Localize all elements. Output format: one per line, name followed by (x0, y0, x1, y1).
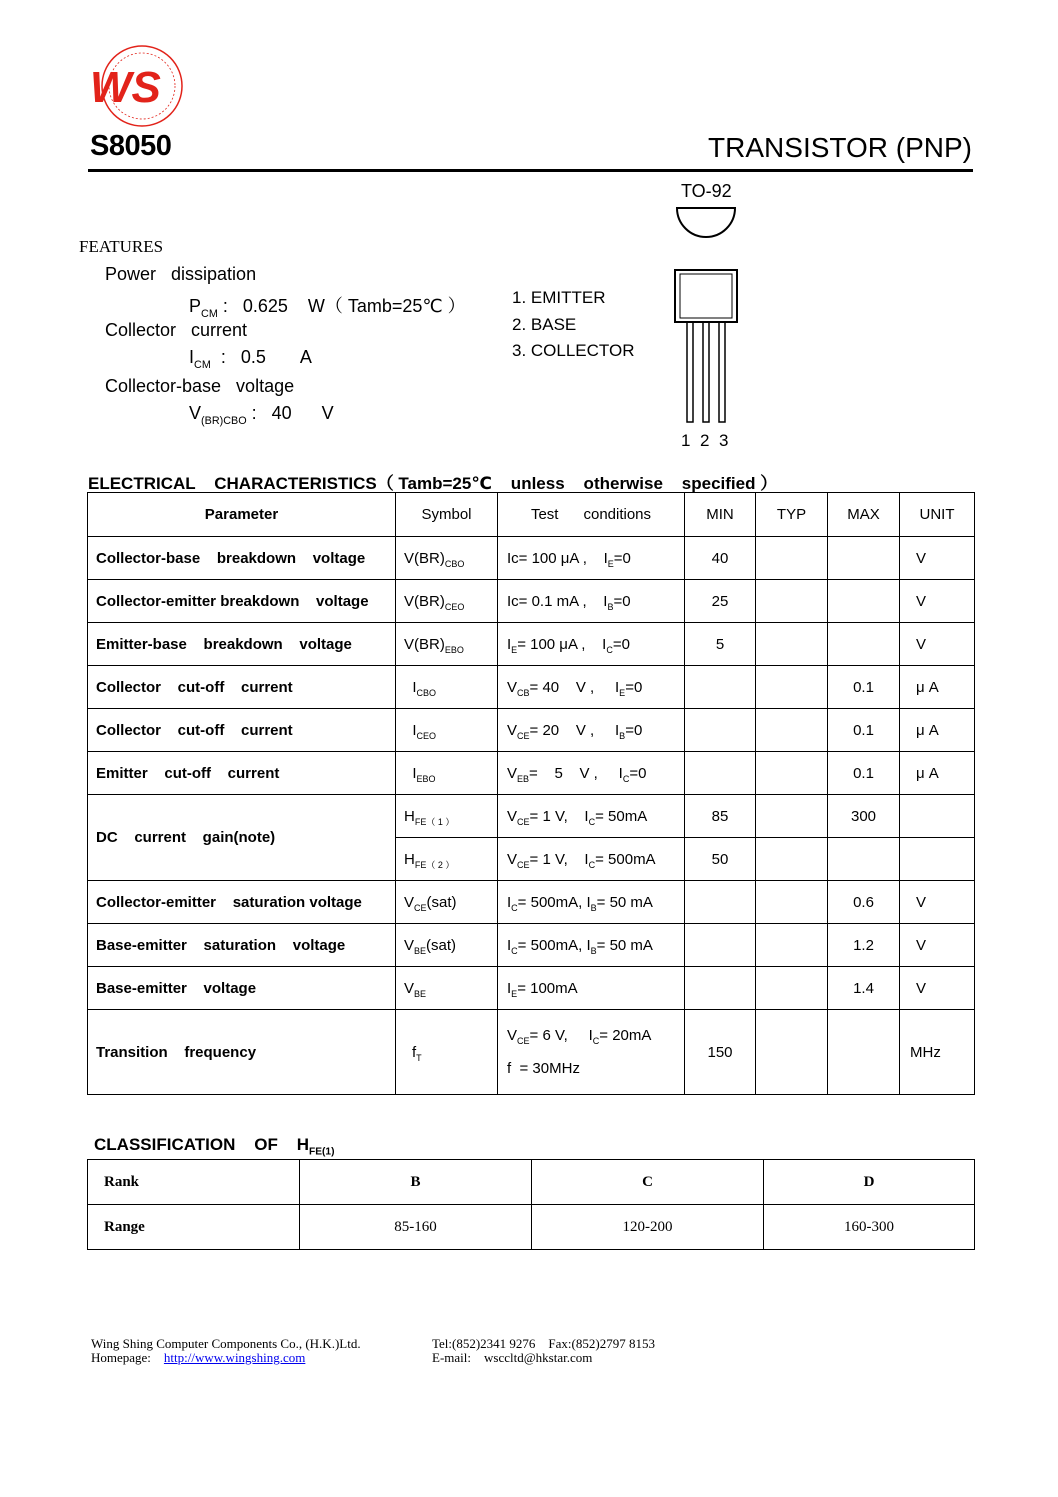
min-cell (685, 967, 756, 1010)
header-divider (88, 169, 973, 172)
symbol-cell: $I_{CBO}$ (396, 666, 498, 709)
min-cell: 50 (685, 838, 756, 881)
max-cell (828, 838, 900, 881)
param-cell: Collector cut-off current (88, 666, 396, 709)
max-cell: 0.1 (828, 666, 900, 709)
unit-cell: μ A (900, 709, 975, 752)
param-cell: Emitter cut-off current (88, 752, 396, 795)
feature-voltage-label: Collector-base voltage (105, 376, 295, 396)
unit-cell: V (900, 623, 975, 666)
header-min: MIN (685, 493, 756, 537)
symbol-cell: $f_T$ (396, 1010, 498, 1095)
max-cell: 1.2 (828, 924, 900, 967)
electrical-characteristics-title: ELECTRICAL CHARACTERISTICS（ Tamb=25℃ unless otherwise specified ） (88, 474, 778, 493)
symbol-cell: $H_{FE( 2 )}$ (396, 838, 498, 881)
footer-homepage: Homepage: http://www.wingshing.com (91, 1350, 306, 1365)
symbol-cell: $V_{BE}(sat)$ (396, 924, 498, 967)
condition-cell: Ic= 0.1 mA , $I_B=0$ (498, 580, 685, 623)
pin-number-2: 2 (700, 431, 710, 450)
max-cell: 1.4 (828, 967, 900, 1010)
pin-label-base: 2. BASE (512, 315, 577, 334)
param-cell: Collector cut-off current (88, 709, 396, 752)
symbol-cell: $V(BR)_{CEO}$ (396, 580, 498, 623)
part-number: S8050 (90, 130, 172, 162)
table-row (88, 623, 975, 666)
condition-cell: $I_C= 500mA$, $I_B= 50$ mA (498, 881, 685, 924)
max-cell: 300 (828, 795, 900, 838)
unit-cell: MHz (900, 1010, 975, 1095)
classification-title: CLASSIFICATION OF $H_{FE(1)}$ (94, 1135, 335, 1158)
typ-cell (756, 752, 828, 795)
min-cell (685, 666, 756, 709)
condition-cell: $V_{CE}= 1$ V, $I_C= 50mA$ (498, 795, 685, 838)
typ-cell (756, 1010, 828, 1095)
max-cell (828, 1010, 900, 1095)
rank-row (88, 1160, 975, 1205)
param-cell: Base-emitter voltage (88, 967, 396, 1010)
param-cell: Emitter-base breakdown voltage (88, 623, 396, 666)
condition-cell: $I_C= 500mA$, $I_B= 50$ mA (498, 924, 685, 967)
unit-cell: V (900, 967, 975, 1010)
max-cell: 0.1 (828, 709, 900, 752)
min-cell: 85 (685, 795, 756, 838)
email-address[interactable]: wsccltd@hkstar.com (484, 1350, 593, 1365)
param-cell: Transition frequency (88, 1010, 396, 1095)
max-cell: 0.1 (828, 752, 900, 795)
max-cell (828, 623, 900, 666)
table-row (88, 795, 975, 838)
symbol-cell: $V_{BE}$ (396, 967, 498, 1010)
min-cell: 25 (685, 580, 756, 623)
symbol-cell: $H_{FE( 1 )}$ (396, 795, 498, 838)
pin-label-collector: 3. COLLECTOR (512, 341, 635, 360)
unit-cell: V (900, 580, 975, 623)
range-d: 160-300 (764, 1205, 975, 1250)
table-row (88, 881, 975, 924)
typ-cell (756, 666, 828, 709)
footer-company: Wing Shing Computer Components Co., (H.K.)Ltd. (91, 1336, 361, 1351)
condition-cell: $V_{CE}= 6$ V, $I_C= 20mA$ f = 30MHz (498, 1010, 685, 1095)
range-b: 85-160 (300, 1205, 532, 1250)
feature-power-label: Power dissipation (105, 264, 257, 284)
min-cell: 40 (685, 537, 756, 580)
electrical-characteristics-table (87, 492, 975, 1095)
features-title: FEATURES (79, 237, 164, 256)
min-cell (685, 924, 756, 967)
condition-cell: $V_{CB}= 40$ V , $I_E=0$ (498, 666, 685, 709)
pin-label-emitter: 1. EMITTER (512, 288, 606, 307)
typ-cell (756, 924, 828, 967)
symbol-cell: $V(BR)_{CBO}$ (396, 537, 498, 580)
header-max: MAX (828, 493, 900, 537)
range-c: 120-200 (532, 1205, 764, 1250)
classification-table (87, 1159, 975, 1250)
table-row (88, 924, 975, 967)
logo-lettering: WS (90, 63, 161, 112)
typ-cell (756, 967, 828, 1010)
symbol-cell: $V(BR)_{EBO}$ (396, 623, 498, 666)
table-row (88, 537, 975, 580)
symbol-cell: $I_{EBO}$ (396, 752, 498, 795)
param-cell: Base-emitter saturation voltage (88, 924, 396, 967)
table-row (88, 752, 975, 795)
feature-voltage-value: $V_{(BR)CBO}$ : 40 V (189, 403, 334, 427)
min-cell (685, 709, 756, 752)
rank-b: B (300, 1160, 532, 1205)
feature-power-value: $P_{CM}$ : 0.625 W（ Tamb=25℃ ） (189, 296, 466, 320)
header-unit: UNIT (900, 493, 975, 537)
to92-package-diagram (665, 204, 755, 454)
rank-c: C (532, 1160, 764, 1205)
symbol-cell: $I_{CEO}$ (396, 709, 498, 752)
typ-cell (756, 709, 828, 752)
range-row (88, 1205, 975, 1250)
header-symbol: Symbol (396, 493, 498, 537)
company-logo (86, 42, 190, 130)
max-cell (828, 537, 900, 580)
condition-cell: $I_E= 100mA$ (498, 967, 685, 1010)
param-cell: Collector-base breakdown voltage (88, 537, 396, 580)
unit-cell: V (900, 537, 975, 580)
pin-number-1: 1 (681, 431, 691, 450)
table-row (88, 967, 975, 1010)
param-cell: DC current gain(note) (88, 795, 396, 881)
min-cell: 150 (685, 1010, 756, 1095)
condition-cell: Ic= 100 μA , $I_E=0$ (498, 537, 685, 580)
condition-cell: $V_{CE}= 20$ V , $I_B=0$ (498, 709, 685, 752)
unit-cell (900, 795, 975, 838)
rank-d: D (764, 1160, 975, 1205)
typ-cell (756, 795, 828, 838)
min-cell (685, 752, 756, 795)
typ-cell (756, 580, 828, 623)
package-label: TO-92 (681, 181, 732, 201)
typ-cell (756, 838, 828, 881)
feature-current-value: $I_{CM}$ : 0.5 A (189, 347, 312, 371)
part-type: TRANSISTOR (PNP) (708, 132, 972, 163)
param-cell: Collector-emitter saturation voltage (88, 881, 396, 924)
min-cell (685, 881, 756, 924)
param-cell: Collector-emitter breakdown voltage (88, 580, 396, 623)
table-row (88, 666, 975, 709)
max-cell: 0.6 (828, 881, 900, 924)
homepage-link[interactable]: http://www.wingshing.com (163, 1350, 306, 1365)
min-cell: 5 (685, 623, 756, 666)
rank-label: Rank (88, 1160, 300, 1205)
condition-cell: $V_{EB}=$ 5 V , $I_C=0$ (498, 752, 685, 795)
unit-cell: μ A (900, 666, 975, 709)
unit-cell: V (900, 924, 975, 967)
typ-cell (756, 623, 828, 666)
table-row (88, 580, 975, 623)
table-row (88, 1010, 975, 1095)
table-header-row (88, 493, 975, 537)
header-typ: TYP (756, 493, 828, 537)
typ-cell (756, 537, 828, 580)
typ-cell (756, 881, 828, 924)
feature-current-label: Collector current (105, 320, 248, 340)
condition-cell: $I_E= 100$ μA , $I_C=0$ (498, 623, 685, 666)
table-row (88, 709, 975, 752)
unit-cell (900, 838, 975, 881)
unit-cell: μ A (900, 752, 975, 795)
pin-number-3: 3 (719, 431, 729, 450)
unit-cell: V (900, 881, 975, 924)
condition-cell: $V_{CE}= 1$ V, $I_C= 500mA$ (498, 838, 685, 881)
footer-contact: Tel:(852)2341 9276 Fax:(852)2797 8153 (432, 1336, 655, 1351)
max-cell (828, 580, 900, 623)
symbol-cell: $V_{CE}(sat)$ (396, 881, 498, 924)
header-test-conditions: Test conditions (498, 493, 685, 537)
footer-email: E-mail: wsccltd@hkstar.com (432, 1350, 593, 1365)
header-parameter: Parameter (88, 493, 396, 537)
range-label: Range (88, 1205, 300, 1250)
